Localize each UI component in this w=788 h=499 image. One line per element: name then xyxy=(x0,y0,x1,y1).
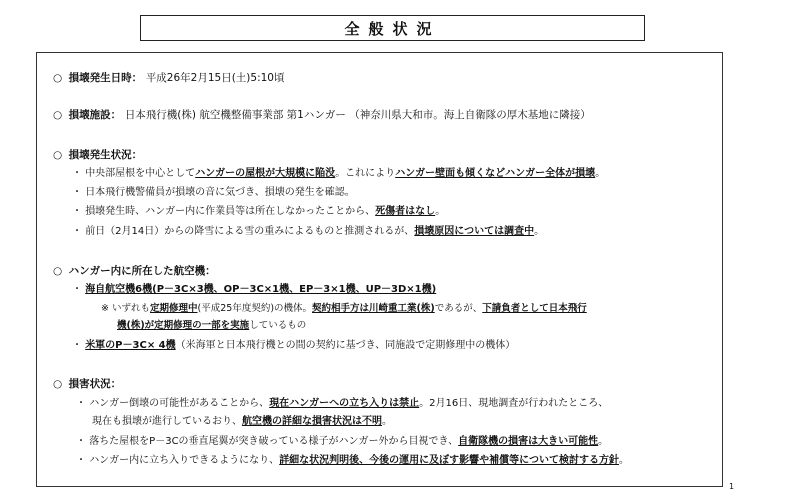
damage-occurrence-item-3 xyxy=(72,205,445,218)
text: 。 xyxy=(534,226,545,237)
title-box xyxy=(140,15,645,41)
bullet: ・ xyxy=(76,398,86,409)
emphasis-text: 詳細な状況判明後、今後の運用に及ぼす影響や補償等について検討する方針 xyxy=(279,455,619,466)
emphasis-text: 自衛隊機の損害は大きい可能性 xyxy=(458,436,599,447)
emphasis-text: 定期修理中 xyxy=(150,303,198,314)
facility-label: 損壊施設： xyxy=(68,109,122,121)
damage-status-heading: 損害状況： xyxy=(68,378,122,390)
text: 。 xyxy=(619,455,629,466)
circle-marker: ○ xyxy=(53,378,63,390)
text: 前日（2月14日）からの降雪による雪の重みによるものと推測されるが、 xyxy=(85,226,415,237)
emphasis-text: 下請負者として日本飛行 xyxy=(482,303,587,314)
text: (平成25年度契約)の機体。 xyxy=(197,303,313,314)
emphasis-text: 米軍のP－3C× 4機 xyxy=(85,340,176,351)
damage-occurrence-item-2 xyxy=(72,186,355,199)
aircraft-note-line-2 xyxy=(117,319,306,332)
damage-status-item-2 xyxy=(76,435,608,448)
page-title: 全般状況 xyxy=(344,19,441,38)
circle-marker: ○ xyxy=(53,265,63,277)
bullet: ・ xyxy=(72,187,82,198)
text: 。 xyxy=(598,436,609,447)
damage-status-item-3 xyxy=(76,454,629,467)
circle-marker: ○ xyxy=(53,149,63,161)
aircraft-item-usn xyxy=(72,339,515,352)
text: ハンガー倒壊の可能性があることから、 xyxy=(89,398,270,409)
emphasis-text: 海自航空機6機(P－3C×3機、OP－3C×1機、EP－3×1機、UP－3D×1機) xyxy=(85,284,437,295)
bullet: ・ xyxy=(72,340,82,351)
bullet: ・ xyxy=(72,206,82,217)
text: いずれも xyxy=(112,303,151,314)
text: 日本飛行機警備員が損壊の音に気づき、損壊の発生を確認。 xyxy=(85,187,355,198)
text: （米海軍と日本飛行機との間の契約に基づき、同施設で定期修理中の機体） xyxy=(175,340,516,351)
emphasis-text: 現在ハンガーへの立ち入りは禁止 xyxy=(269,398,420,409)
text: しているもの xyxy=(249,320,307,331)
circle-marker: ○ xyxy=(53,109,63,121)
page-number: 1 xyxy=(729,482,735,491)
bullet: ・ xyxy=(72,284,82,295)
emphasis-text: 契約相手方は川崎重工業(株) xyxy=(312,303,435,314)
emphasis-text: ハンガーの屋根が大規模に陥没 xyxy=(195,168,336,179)
damage-status-item-1-cont xyxy=(92,415,392,428)
text: 。 xyxy=(595,168,606,179)
emphasis-text: 損壊原因については調査中 xyxy=(414,226,535,237)
occurrence-time-value: 平成26年2月15日(土)5:10頃 xyxy=(145,72,285,84)
text: 。これにより xyxy=(335,168,396,179)
reference-mark: ※ xyxy=(101,303,109,314)
aircraft-item-msdf xyxy=(72,283,436,296)
emphasis-text: 機(株)が定期修理の一部を実施 xyxy=(117,320,250,331)
section-occurrence-time xyxy=(53,72,285,85)
damage-occurrence-item-1 xyxy=(72,167,605,180)
aircraft-heading: ハンガー内に所在した航空機： xyxy=(68,265,216,277)
text: 落ちた屋根をP－3Cの垂直尾翼が突き破っている様子がハンガー外から目視でき、 xyxy=(89,436,459,447)
text: 。 xyxy=(435,206,446,217)
text: 現在も損壊が進行しているおり、 xyxy=(92,416,242,427)
section-damage-occurrence xyxy=(53,149,142,162)
circle-marker: ○ xyxy=(53,72,63,84)
bullet: ・ xyxy=(76,455,86,466)
text: 損壊発生時、ハンガー内に作業員等は所在しなかったことから、 xyxy=(85,206,376,217)
text: ハンガー内に立ち入りできるようになり、 xyxy=(89,455,280,466)
facility-value: 日本飛行機(株) 航空機整備事業部 第1ハンガー （神奈川県大和市。海上自衛隊の厚木基地に隣接） xyxy=(124,109,591,121)
damage-occurrence-heading: 損壊発生状況： xyxy=(68,149,143,161)
emphasis-text: ハンガー壁面も傾くなどハンガー全体が損壊 xyxy=(395,168,596,179)
aircraft-note-line-1 xyxy=(101,302,587,315)
section-facility xyxy=(53,109,591,122)
occurrence-time-label: 損壊発生日時： xyxy=(68,72,143,84)
emphasis-text: 死傷者はなし xyxy=(375,206,436,217)
damage-occurrence-item-4 xyxy=(72,225,544,238)
section-damage-status xyxy=(53,378,121,391)
bullet: ・ xyxy=(72,226,82,237)
bullet: ・ xyxy=(72,168,82,179)
text: であるが、 xyxy=(434,303,483,314)
text: 。 xyxy=(382,416,392,427)
section-aircraft-in-hangar xyxy=(53,265,216,278)
emphasis-text: 航空機の詳細な損害状況は不明 xyxy=(242,416,382,427)
damage-status-item-1 xyxy=(76,397,608,410)
bullet: ・ xyxy=(76,436,86,447)
text: 。2月16日、現地調査が行われたところ、 xyxy=(419,398,609,409)
text: 中央部屋根を中心として xyxy=(85,168,196,179)
